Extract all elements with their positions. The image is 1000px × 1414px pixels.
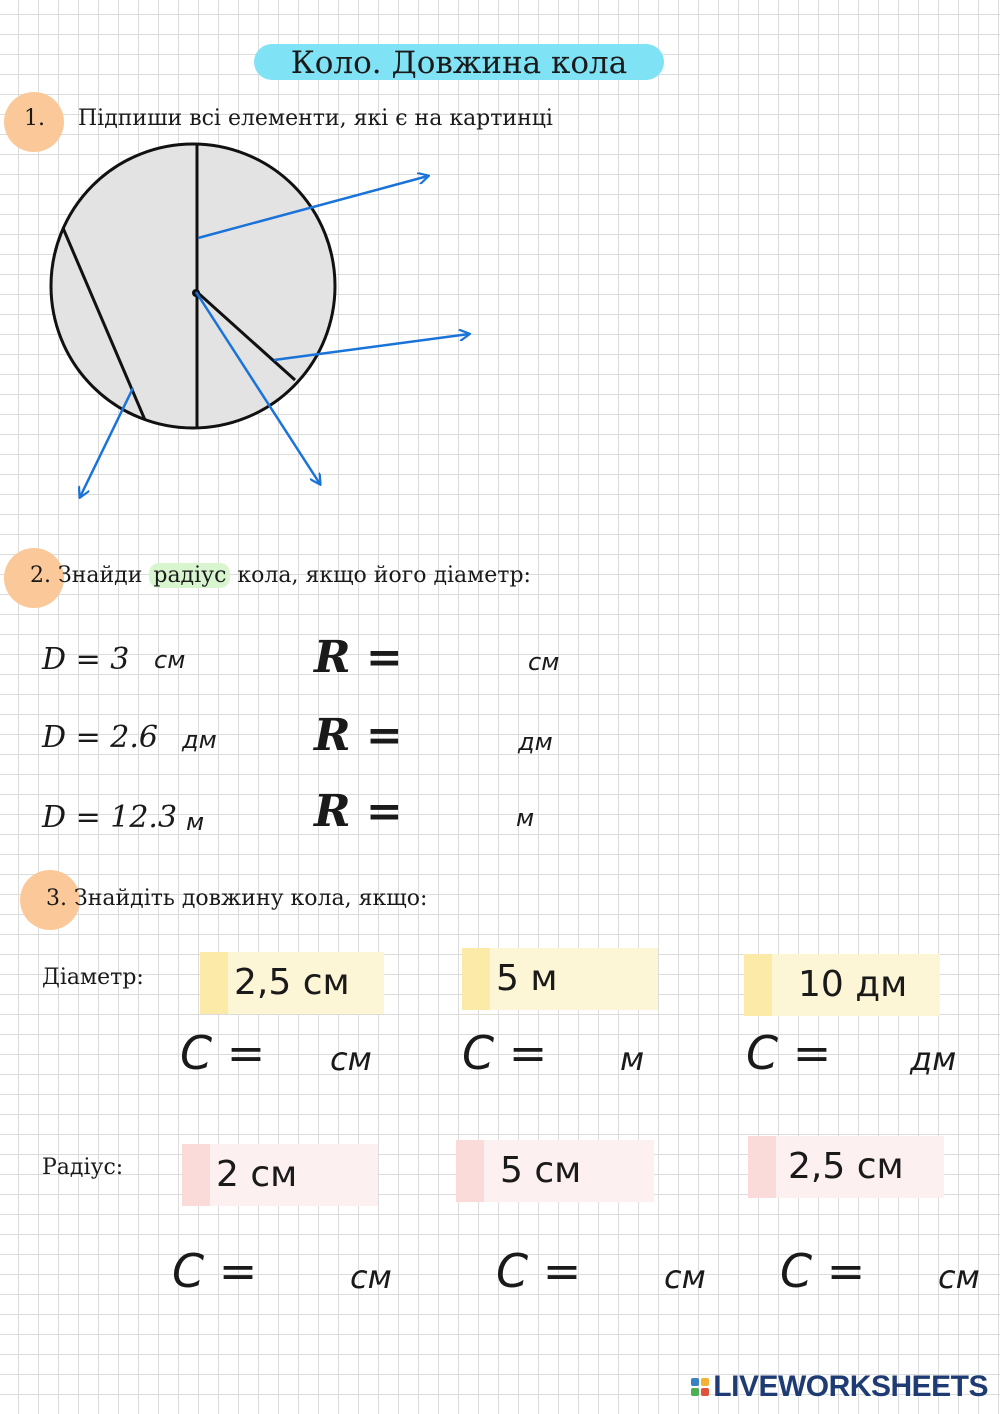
circumference-formula: C = xyxy=(180,1026,266,1080)
circumference-formula: C = xyxy=(780,1244,866,1298)
diameter-label: Діаметр: xyxy=(42,965,144,990)
circumference-formula: C = xyxy=(746,1026,832,1080)
answer-radius: R = xyxy=(314,710,403,761)
circumference-unit: м xyxy=(620,1040,645,1078)
radius-card xyxy=(748,1136,944,1198)
diameter-card xyxy=(744,954,940,1016)
task1-instruction: Підпиши всі елементи, які є на картинці xyxy=(78,106,553,131)
answer-unit: м xyxy=(516,804,535,832)
card-strip xyxy=(748,1136,776,1198)
page-title: Коло. Довжина кола xyxy=(254,44,664,80)
circle-diagram xyxy=(0,130,520,510)
task2-instruction xyxy=(30,563,531,588)
diameter-card xyxy=(200,952,384,1014)
task2-text-before: Знайди xyxy=(58,563,143,588)
answer-radius: R = xyxy=(314,786,403,837)
circumference-formula: C = xyxy=(172,1244,258,1298)
card-value: 5 см xyxy=(500,1150,582,1191)
card-value: 10 дм xyxy=(798,964,908,1005)
card-value: 5 м xyxy=(496,958,558,999)
card-strip xyxy=(456,1140,484,1202)
card-value: 2,5 см xyxy=(788,1146,904,1187)
circumference-unit: см xyxy=(664,1258,706,1296)
card-strip xyxy=(200,952,228,1014)
card-strip xyxy=(462,948,490,1010)
given-unit: см xyxy=(154,646,186,674)
radius-card xyxy=(182,1144,378,1206)
task3-text: Знайдіть довжину кола, якщо: xyxy=(74,886,428,911)
circumference-formula: C = xyxy=(496,1244,582,1298)
brand-logo xyxy=(691,1370,988,1404)
task3-instruction xyxy=(46,886,427,911)
circle-shape xyxy=(51,144,335,428)
given-diameter: D = 12.3 xyxy=(42,800,178,835)
task2-number: 2. xyxy=(30,563,51,588)
given-diameter: D = 2.6 xyxy=(42,720,158,755)
answer-unit: дм xyxy=(518,728,553,756)
circumference-unit: дм xyxy=(910,1040,957,1078)
brand-text: LIVEWORKSHEETS xyxy=(713,1370,988,1403)
diameter-card xyxy=(462,948,658,1010)
answer-unit: см xyxy=(528,648,560,676)
card-strip xyxy=(182,1144,210,1206)
task1-number: 1. xyxy=(24,106,45,131)
task3-number: 3. xyxy=(46,886,67,911)
circumference-unit: см xyxy=(938,1258,980,1296)
task2-text-after: кола, якщо його діаметр: xyxy=(237,563,531,588)
given-unit: м xyxy=(186,808,205,836)
arrow-to-chord xyxy=(80,388,133,497)
circumference-formula: C = xyxy=(462,1026,548,1080)
brand-mark-icon xyxy=(691,1378,709,1396)
circumference-unit: см xyxy=(330,1040,372,1078)
card-value: 2,5 см xyxy=(234,962,350,1003)
card-value: 2 см xyxy=(216,1154,298,1195)
card-strip xyxy=(744,954,772,1016)
answer-radius: R = xyxy=(314,632,403,683)
radius-label: Радіус: xyxy=(42,1155,124,1180)
given-diameter: D = 3 xyxy=(42,642,130,677)
given-unit: дм xyxy=(182,726,217,754)
highlighted-word: радіус xyxy=(149,563,230,588)
circumference-unit: см xyxy=(350,1258,392,1296)
radius-card xyxy=(456,1140,654,1202)
